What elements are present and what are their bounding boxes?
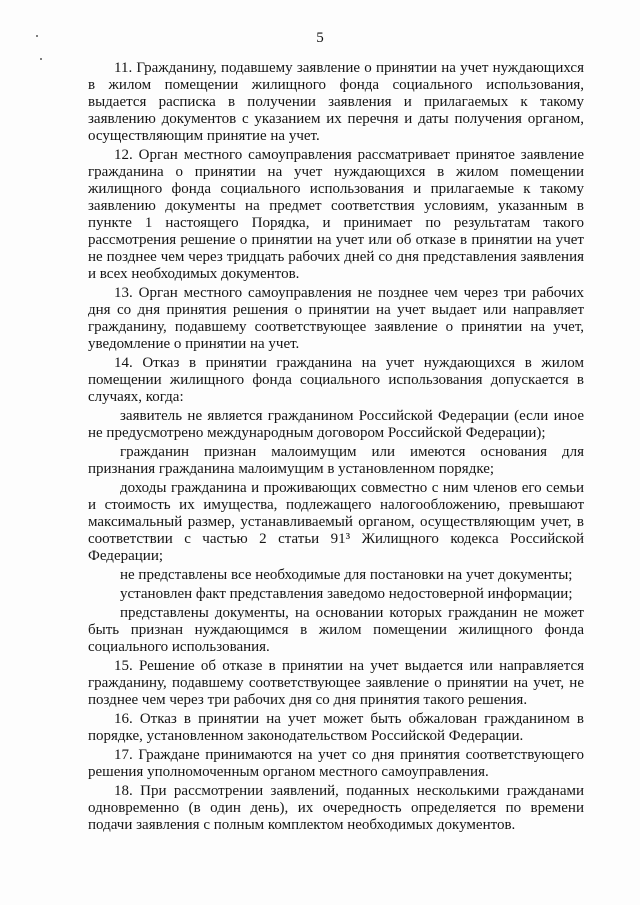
paragraph-11: 11. Гражданину, подавшему заявление о принятии на учет нуждающихся в жилом помещении жилищного фонда социального использования, выдается расписка в получении заявления и прилагаемых к такому заявлению документов с указанием их перечня и даты получения органом, осуществляющим принятие на учет.: [88, 60, 584, 144]
document-body: [88, 60, 584, 836]
list-item: не представлены все необходимые для постановки на учет документы;: [120, 567, 573, 583]
list-item: гражданин признан малоимущим или имеются основания для признания гражданина малоимущим в установленном порядке;: [88, 444, 584, 477]
list-item: заявитель не является гражданином Российской Федерации (если иное не предусмотрено международным договором Российской Федерации);: [88, 408, 584, 441]
paragraph-17: 17. Граждане принимаются на учет со дня принятия соответствующего решения уполномоченным органом местного самоуправления.: [88, 747, 584, 780]
scan-speck: [40, 58, 42, 60]
paragraph-14: 14. Отказ в принятии гражданина на учет нуждающихся в жилом помещении жилищного фонда социального использования допускается в случаях, когда:: [88, 355, 584, 405]
page-number: 5: [316, 30, 324, 46]
list-item: установлен факт представления заведомо недостоверной информации;: [120, 586, 573, 602]
paragraph-13: 13. Орган местного самоуправления не позднее чем через три рабочих дня со дня принятия решения о принятии на учет выдает или направляет гражданину, подавшему соответствующее заявление о принятии на учет, уведомление о принятии на учет.: [88, 285, 584, 352]
paragraph-12: 12. Орган местного самоуправления рассматривает принятое заявление гражданина о принятии на учет нуждающихся в жилом помещении жилищного фонда социального использования и прилагаемые к такому заявлению документы на предмет соответствия условиям, указанным в пункте 1 настоящего Порядка, и принимает по результатам такого рассмотрения решение о принятии на учет или об отказе в принятии на учет не позднее чем через тридцать рабочих дней со дня представления заявления и всех необходимых документов.: [88, 147, 584, 282]
paragraph-16: 16. Отказ в принятии на учет может быть обжалован гражданином в порядке, установленном законодательством Российской Федерации.: [88, 711, 584, 744]
paragraph-18: 18. При рассмотрении заявлений, поданных несколькими гражданами одновременно (в один день), их очередность определяется по времени подачи заявления с полным комплектом необходимых документов.: [88, 783, 584, 833]
list-item: представлены документы, на основании которых гражданин не может быть признан нуждающимся в жилом помещении жилищного фонда социального использования.: [88, 605, 584, 655]
paragraph-15: 15. Решение об отказе в принятии на учет выдается или направляется гражданину, подавшему соответствующее заявление о принятии на учет, не позднее чем через три рабочих дня со дня принятия такого решения.: [88, 658, 584, 708]
list-item: доходы гражданина и проживающих совместно с ним членов его семьи и стоимость их имущества, подлежащего налогообложению, превышают максимальный размер, устанавливаемый органом, осуществляющим учет, в соответствии с частью 2 статьи 91³ Жилищного кодекса Российской Федерации;: [88, 480, 584, 564]
